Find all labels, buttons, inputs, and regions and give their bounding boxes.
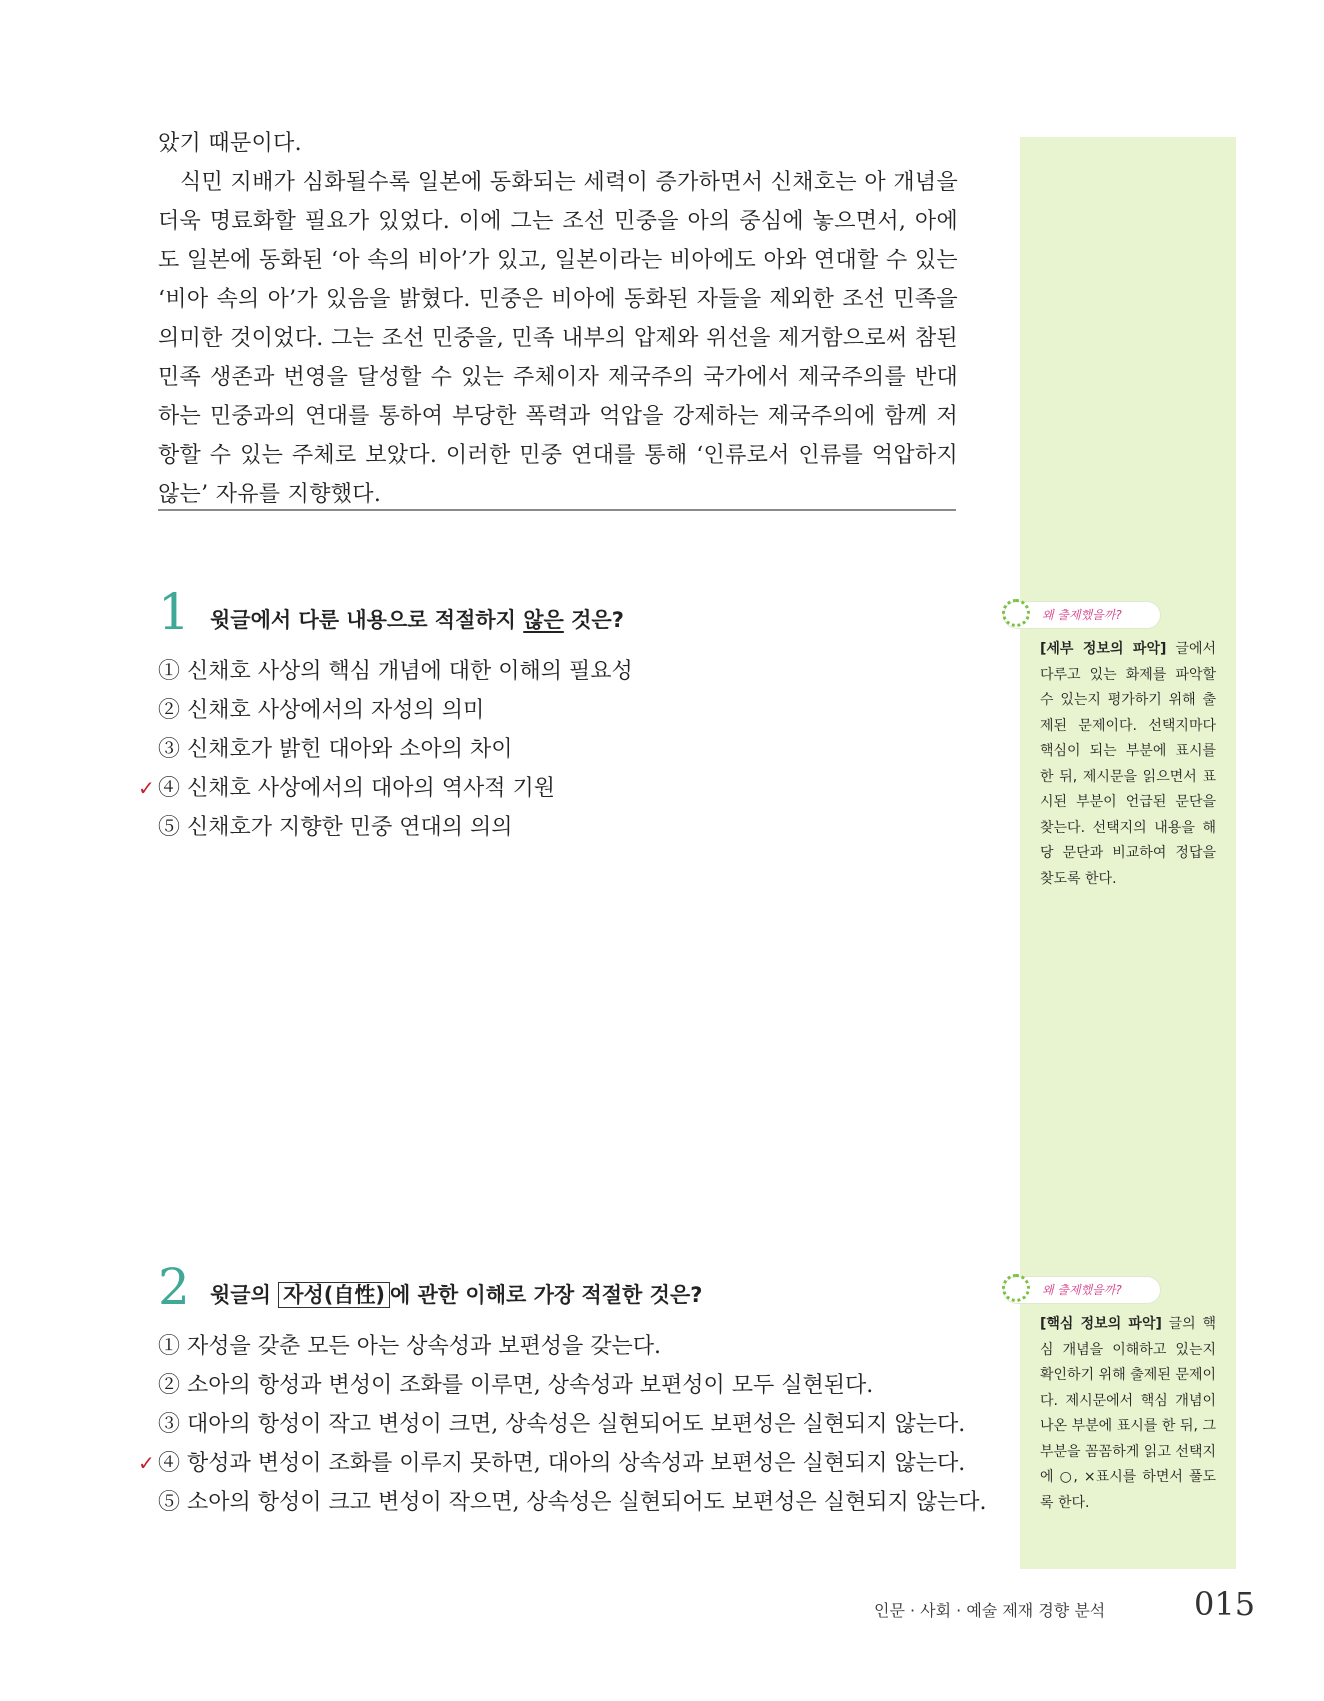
- choice-item-correct[interactable]: ✓ ④ 항성과 변성이 조화를 이루지 못하면, 대아의 상속성과 보편성은 실현되지 않는다.: [158, 1444, 987, 1483]
- side-note: [1040, 637, 1216, 892]
- note-body: 글에서 다루고 있는 화제를 파악할 수 있는지 평가하기 위해 출제된 문제이다. 선택지마다 핵심이 되는 부분에 표시를 한 뒤, 제시문을 읽으면서 표시된 부분이 언급된 문단을 찾는다. 선택지의 내용을 해당 문단과 비교하여 정답을 찾도록 한다.: [1040, 641, 1216, 887]
- choice-item[interactable]: ① 신채호 사상의 핵심 개념에 대한 이해의 필요성: [158, 659, 633, 684]
- choice-item[interactable]: ② 소아의 항성과 변성이 조화를 이루면, 상속성과 보편성이 모두 실현된다.: [158, 1373, 874, 1398]
- choice-list: [138, 652, 633, 847]
- why-tag: [1004, 602, 1160, 628]
- question-text-part: 윗글의: [210, 1283, 279, 1307]
- question-text-part: 것은?: [563, 608, 624, 632]
- check-mark-icon: ✓: [138, 1451, 155, 1475]
- choice-item[interactable]: ⑤ 소아의 항성이 크고 변성이 작으면, 상속성은 실현되어도 보편성은 실현되지 않는다.: [158, 1490, 987, 1515]
- question-text: [210, 1279, 702, 1309]
- flower-ring-icon: [1002, 599, 1030, 627]
- question-text-part: 윗글에서 다룬 내용으로 적절하지: [210, 608, 524, 632]
- section-divider: [158, 509, 956, 511]
- passage-line: 았기 때문이다.: [158, 131, 302, 156]
- choice-item[interactable]: ② 신채호 사상에서의 자성의 의미: [158, 698, 485, 723]
- question-number: 2: [158, 1258, 190, 1316]
- choice-item-correct[interactable]: ✓ ④ 신채호 사상에서의 대아의 역사적 기원: [158, 769, 633, 808]
- choice-item[interactable]: ① 자성을 갖춘 모든 아는 상속성과 보편성을 갖는다.: [158, 1334, 661, 1359]
- choice-item[interactable]: ⑤ 신채호가 지향한 민중 연대의 의의: [158, 815, 513, 840]
- question-text: [210, 604, 624, 634]
- page-number: 015: [1194, 1585, 1256, 1623]
- question-boxed-term: 자성(自性): [278, 1282, 390, 1308]
- why-tag: [1004, 1277, 1160, 1303]
- section-title: 인문 · 사회 · 예술 제재 경향 분석: [874, 1601, 1106, 1620]
- passage-paragraph: 식민 지배가 심화될수록 일본에 동화되는 세력이 증가하면서 신채호는 아 개념을 더욱 명료화할 필요가 있었다. 이에 그는 조선 민중을 아의 중심에 놓으면서, 아에도 일본에 동화된 ‘아 속의 비아’가 있고, 일본이라는 비아에도 아와 연대할 수 있는 ‘비아 속의 아’가 있음을 밝혔다. 민중은 비아에 동화된 자들을 제외한 조선 민족을 의미한 것이었다. 그는 조선 민중을, 민족 내부의 압제와 위선을 제거함으로써 참된 민족 생존과 번영을 달성할 수 있는 주체이자 제국주의 국가에서 제국주의를 반대하는 민중과의 연대를 통하여 부당한 폭력과 억압을 강제하는 제국주의에 함께 저항할 수 있는 주체로 보았다. 이러한 민중 연대를 통해 ‘인류로서 인류를 억압하지 않는’ 자유를 지향했다.: [158, 170, 958, 507]
- note-body: 글의 핵심 개념을 이해하고 있는지 확인하기 위해 출제된 문제이다. 제시문에서 핵심 개념이 나온 부분에 표시를 한 뒤, 그 부분을 꼼꼼하게 읽고 선택지에 ○, ×표시를 하면서 풀도록 한다.: [1040, 1316, 1216, 1511]
- note-heading: [핵심 정보의 파악]: [1040, 1316, 1162, 1332]
- why-tag-label: 왜 출제했을까?: [1042, 1283, 1122, 1297]
- flower-ring-icon: [1002, 1274, 1030, 1302]
- note-heading: [세부 정보의 파악]: [1040, 641, 1167, 657]
- reading-passage: [158, 124, 958, 514]
- why-tag-label: 왜 출제했을까?: [1042, 608, 1122, 622]
- question-number: 1: [158, 583, 190, 641]
- question-emphasis: 않은: [523, 608, 564, 632]
- choice-list: [138, 1327, 987, 1522]
- side-note: [1040, 1312, 1216, 1516]
- question-text-part: 에 관한 이해로 가장 적절한 것은?: [389, 1283, 703, 1307]
- choice-item[interactable]: ③ 대아의 항성이 작고 변성이 크면, 상속성은 실현되어도 보편성은 실현되지 않는다.: [158, 1412, 966, 1437]
- check-mark-icon: ✓: [138, 776, 155, 800]
- choice-item[interactable]: ③ 신채호가 밝힌 대아와 소아의 차이: [158, 737, 513, 762]
